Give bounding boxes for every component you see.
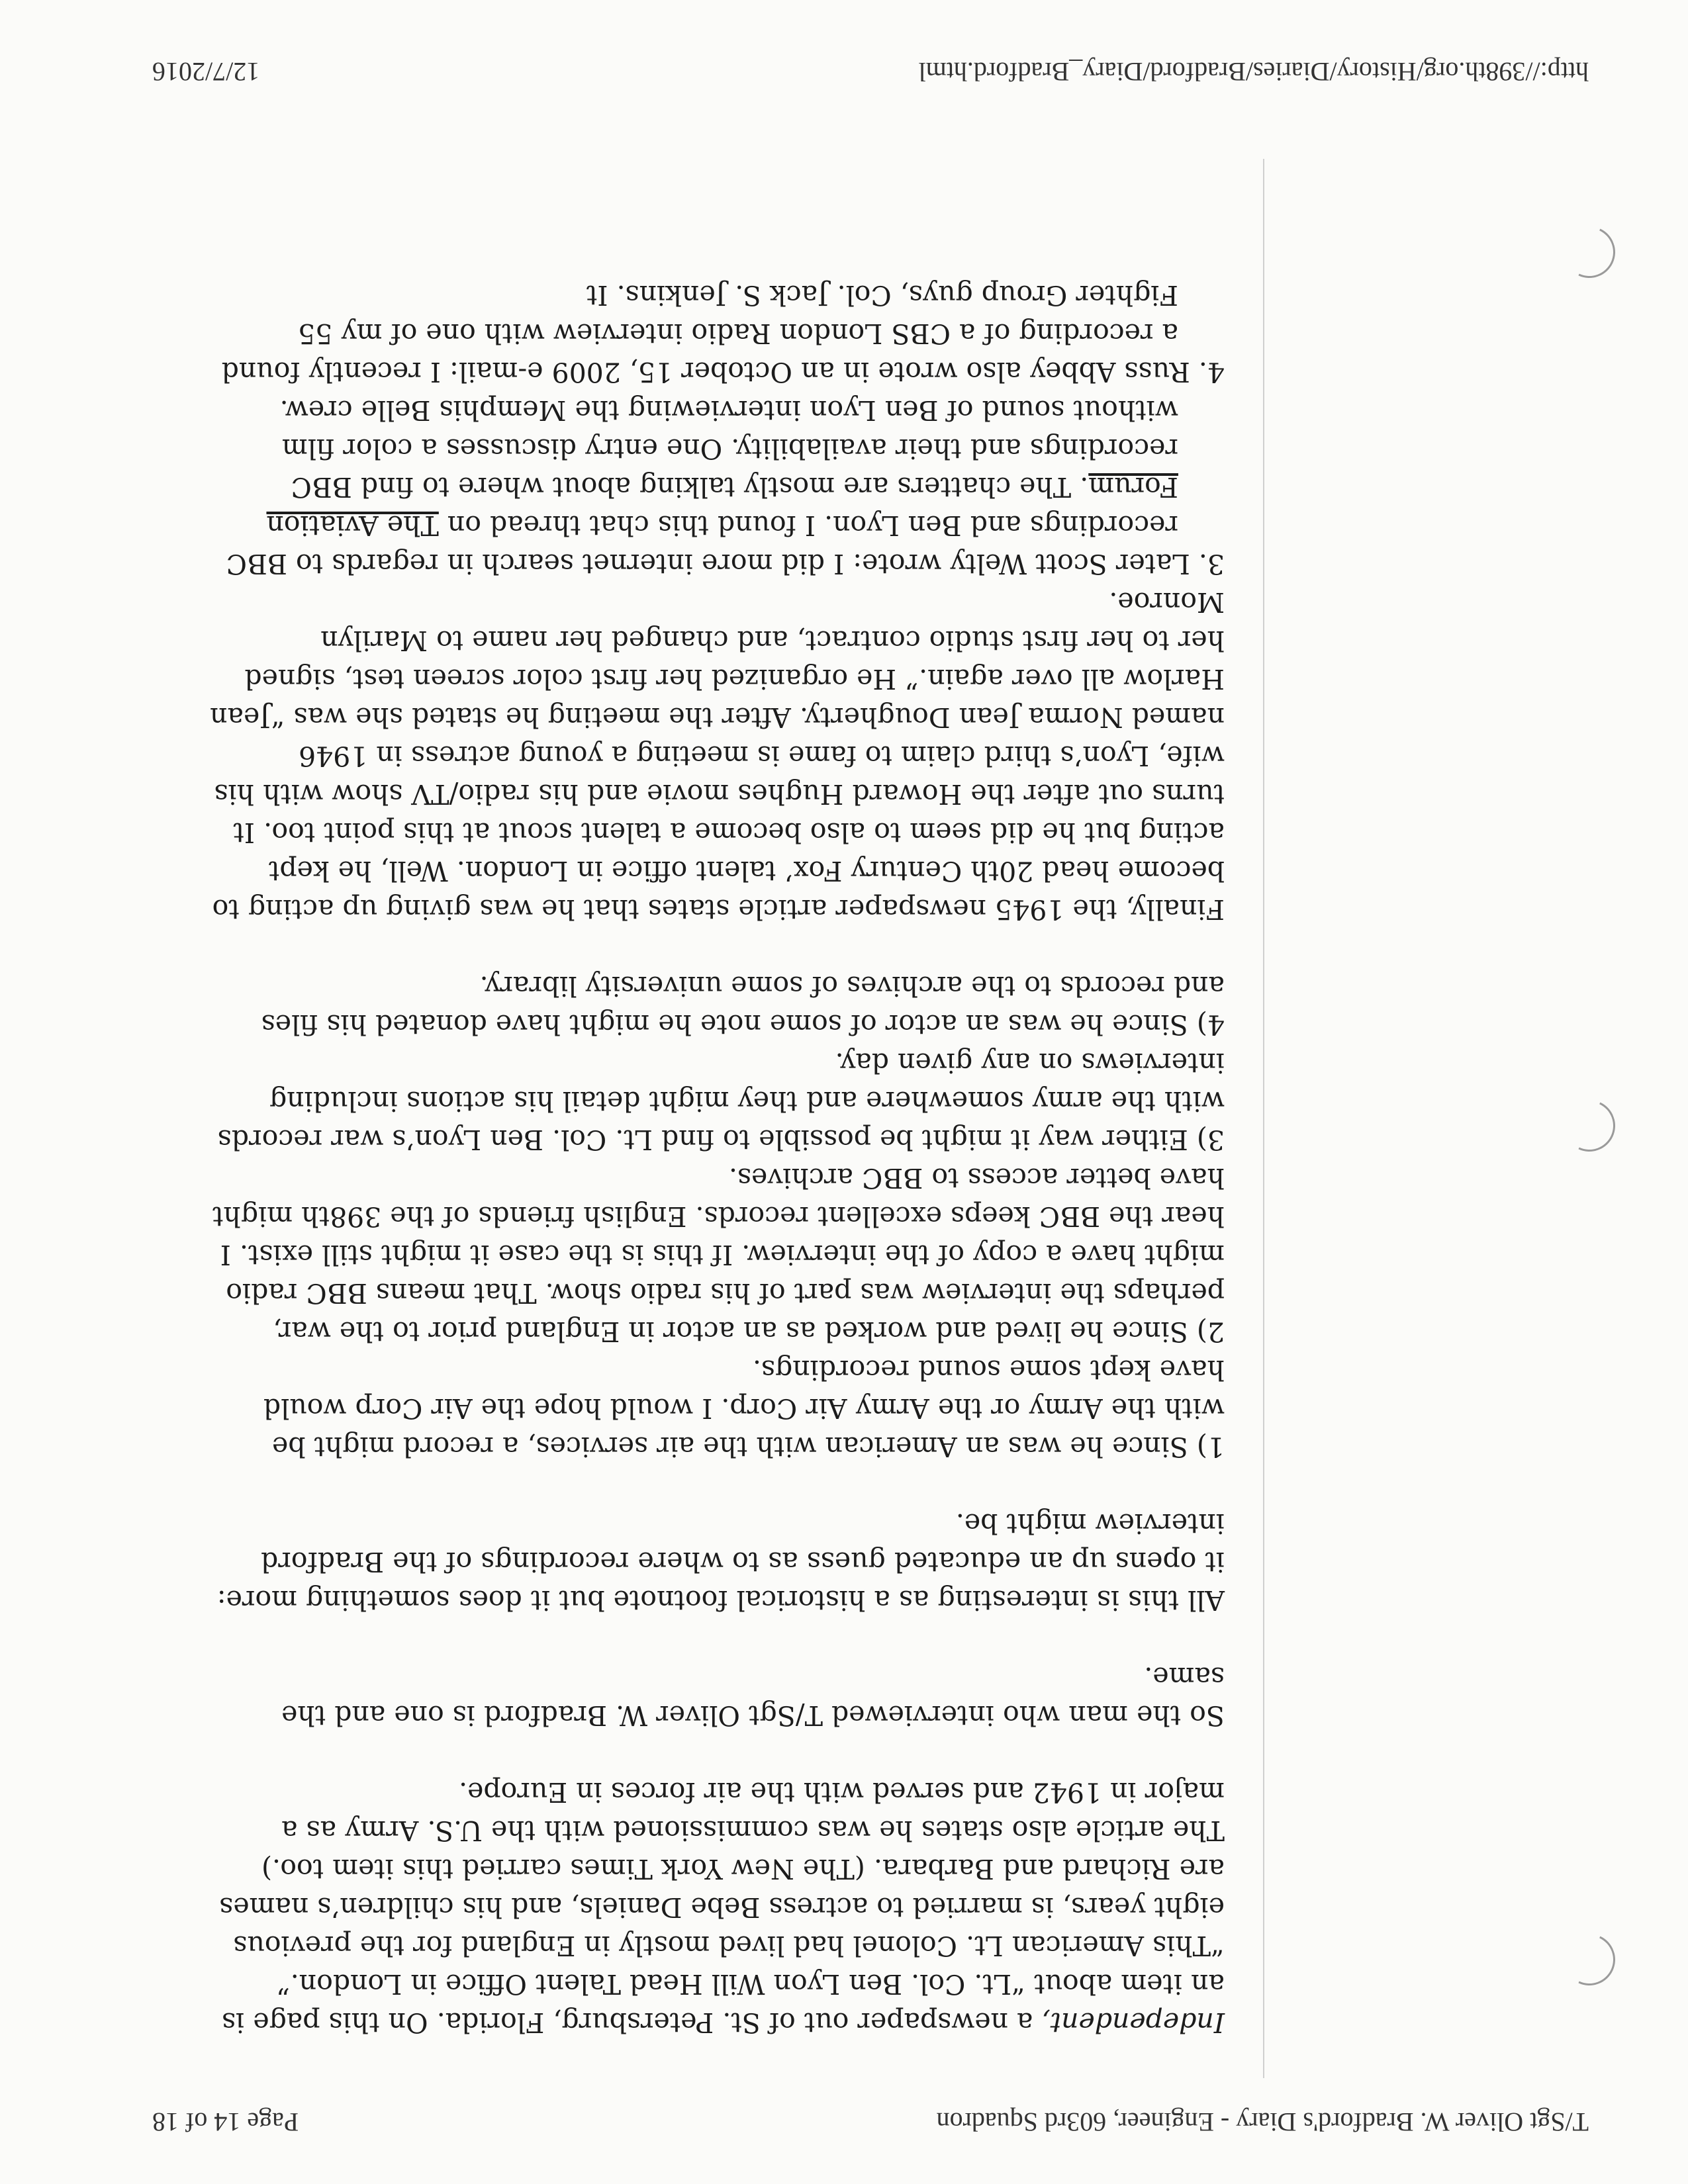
article-body <box>205 276 1225 2042</box>
header-page-number: Page 14 of 18 <box>152 2107 299 2137</box>
numbered-item-4: 4. Russ Abbey also wrote in an October 15, 2009 e-mail: I recently found a recording of a CBS London Radio interview with one of my 55 Fighter Group guys, Col. Jack S. Jenkins. It <box>221 279 1225 388</box>
paragraph: Finally, the 1945 newspaper article states that he was giving up acting to become head 20th Century Fox’ talent office in London. Well, he kept acting but he did seem to also become a talent scout at this point too. It turns out after the Howard Hughes movie and his radio/TV show with his wife, Lyon’s third claim to fame is meeting a young actress in 1946 named Norma Jean Dougherty. After the meeting he stated she was “Jean Harlow all over again.” He organized her first color screen test, signed her to her first studio contract, and changed her name to Marilyn Monroe. <box>210 586 1225 925</box>
numbered-item-3: 3. Later Scott Welty wrote: I did more internet search in regards to BBC recordings and Ben Lyon. I found this chat thread on The Aviation Forum. The chatters are mostly talking about where to find BBC recordings and their availability. One entry discusses a color film without sound of Ben Lyon interviewing the Memphis Belle crew. <box>226 394 1225 580</box>
page-header <box>152 2107 1589 2138</box>
punch-hole-mark <box>1556 1927 1622 1993</box>
punch-hole-mark <box>1556 219 1622 285</box>
page-footer <box>152 56 1589 87</box>
footer-date: 12/7/2016 <box>152 57 260 87</box>
margin-rule <box>1263 159 1264 2078</box>
paragraph: Independent, a newspaper out of St. Petersburg, Florida. On this page is an item about “Lt. Col. Ben Lyon Will Head Talent Office in London.” “This American Lt. Colonel had lived mostly in England for the previous eight years, is married to actress Bebe Daniels, and his children’s names are Richard and Barbara. (The New York Times carried this item too.) The article also states he was commissioned with the U.S. Army as a major in 1942 and served with the air forces in Europe. <box>219 1776 1225 2038</box>
newspaper-name: Independent, <box>1041 2007 1225 2038</box>
list-item: 3) Either way it might be possible to find Lt. Col. Ben Lyon’s war records with the army somewhere and they might detail his actions including interviews on any given day. <box>217 1047 1225 1156</box>
footer-url[interactable]: http://398th.org/History/Diaries/Bradford/Diary_Bradford.html <box>918 57 1589 87</box>
list-item: 2) Since he lived and worked as an actor in England prior to the war, perhaps the interview was part of his radio show. That means BBC radio might have a copy of the interview. If this is the case it might still exist. I hear the BBC keeps excellent records. English friends of the 398th might have better access to BBC archives. <box>212 1162 1225 1347</box>
list-item: 4) Since he was an actor of some note he might have donated his files and records to the archives of some university library. <box>261 970 1225 1040</box>
list-item: 1) Since he was an American with the air services, a record might be with the Army or the Army Air Corp. I would hope the Air Corp would have kept some sound recordings. <box>263 1354 1225 1463</box>
punch-hole-mark <box>1556 1093 1622 1159</box>
paragraph: So the man who interviewed T/Sgt Oliver W. Bradford is one and the same. <box>281 1661 1225 1731</box>
header-title: T/Sgt Oliver W. Bradford's Diary - Engineer, 603rd Squadron <box>936 2107 1589 2137</box>
paragraph: All this is interesting as a historical footnote but it does something more: it opens up an educated guess as to where recordings of the Bradford interview might be. <box>216 1508 1225 1616</box>
aviation-forum-link[interactable]: The Aviation Forum <box>266 471 1178 541</box>
